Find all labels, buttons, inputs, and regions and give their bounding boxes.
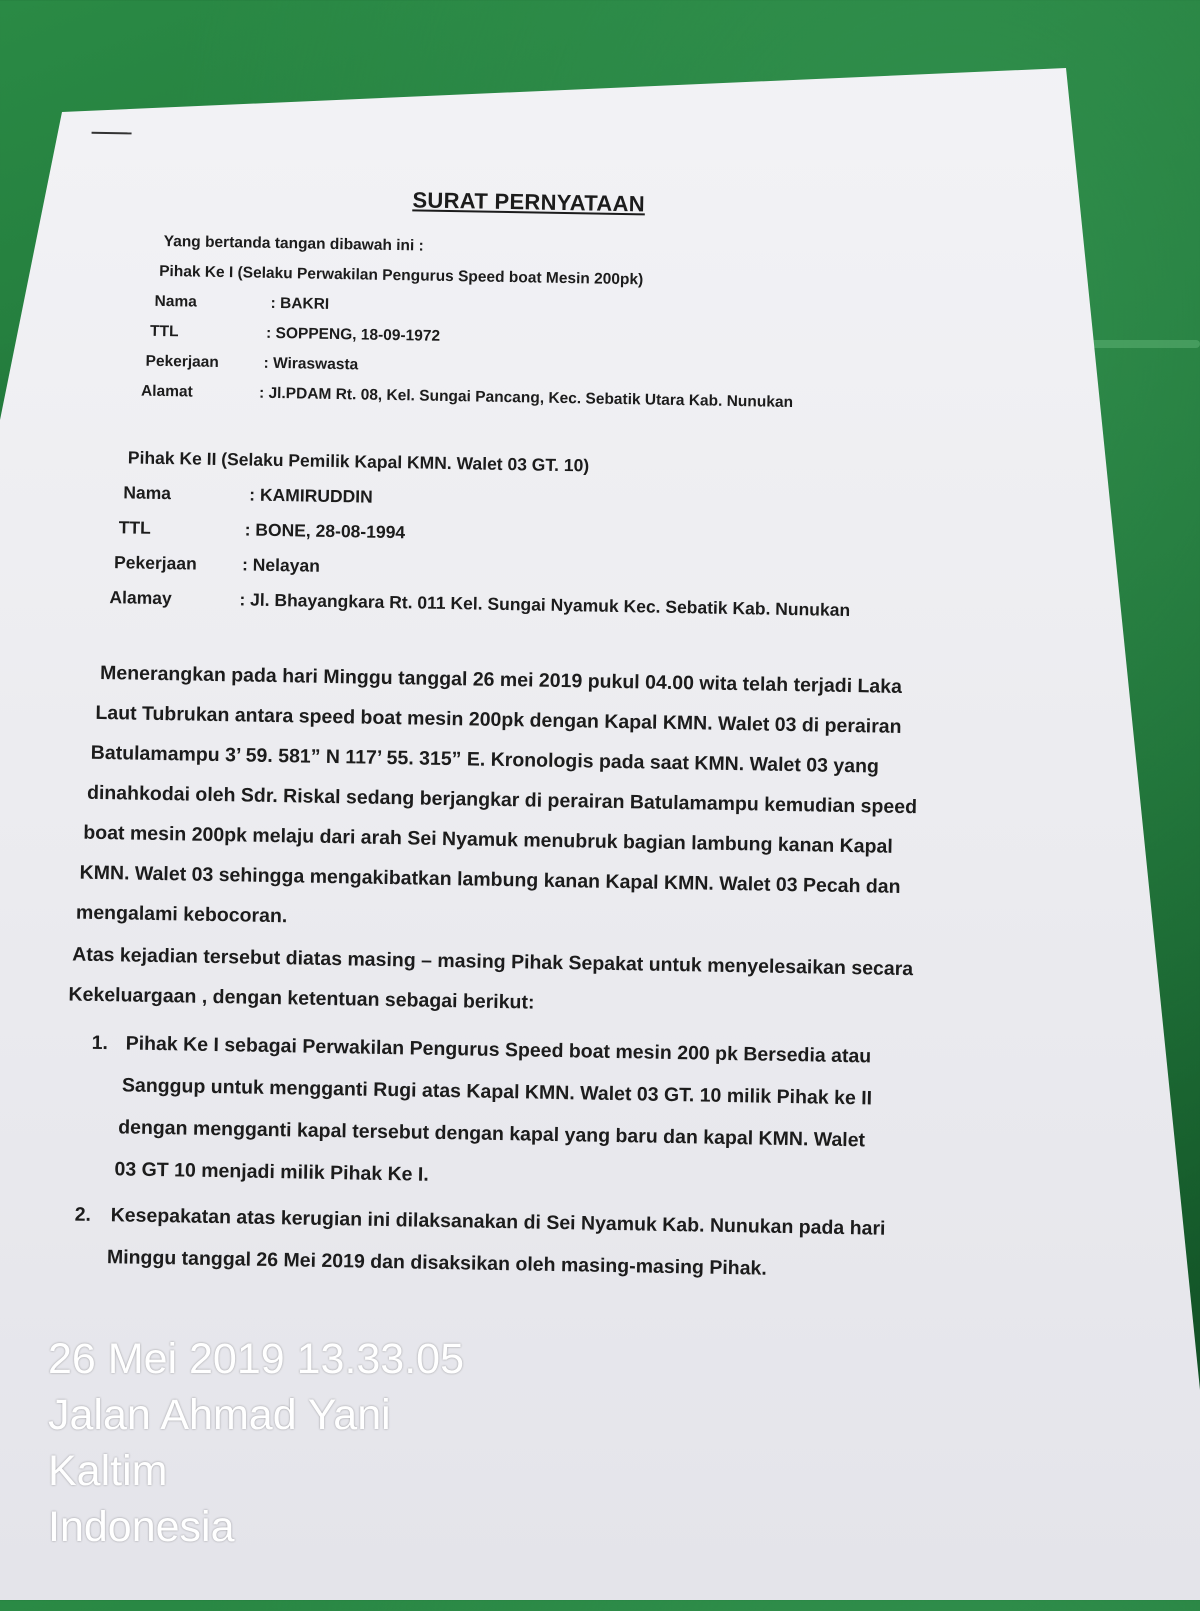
party1-heading: Pihak Ke I (Selaku Perwakilan Pengurus Speed boat Mesin 200pk) bbox=[159, 262, 644, 289]
list-number: 1. bbox=[91, 1031, 109, 1055]
list-item-line: Pihak Ke I sebagai Perwakilan Pengurus Speed boat mesin 200 pk Bersedia atau bbox=[125, 1032, 872, 1068]
intro-text: Yang bertanda tangan dibawah ini : bbox=[163, 232, 424, 255]
party1-value: : BAKRI bbox=[270, 294, 330, 313]
corner-dash bbox=[92, 132, 132, 135]
agreement-line: Atas kejadian tersebut diatas masing – masing Pihak Sepakat untuk menyelesaikan secara bbox=[72, 943, 914, 981]
list-item-line: 03 GT 10 menjadi milik Pihak Ke I. bbox=[114, 1158, 429, 1186]
party1-value: : Wiraswasta bbox=[263, 354, 359, 374]
paragraph-line: mengalami kebocoran. bbox=[75, 901, 288, 928]
party2-row bbox=[119, 517, 406, 543]
party1-row bbox=[145, 353, 358, 375]
photo-timestamp: 26 Mei 2019 13.33.05 bbox=[48, 1335, 464, 1383]
party2-label: Alamay bbox=[109, 587, 172, 609]
party2-heading: Pihak Ke II (Selaku Pemilik Kapal KMN. Walet 03 GT. 10) bbox=[127, 447, 590, 476]
document-title: SURAT PERNYATAAN bbox=[412, 187, 646, 217]
list-item-line: Sanggup untuk mengganti Rugi atas Kapal KMN. Walet 03 GT. 10 milik Pihak ke II bbox=[121, 1074, 873, 1110]
party1-row bbox=[154, 293, 329, 314]
list-item-line: Kesepakatan atas kerugian ini dilaksanakan di Sei Nyamuk Kab. Nunukan pada hari bbox=[110, 1204, 886, 1240]
party1-value: : Jl.PDAM Rt. 08, Kel. Sungai Pancang, Kec. Sebatik Utara Kab. Nunukan bbox=[258, 384, 794, 412]
party1-label: Nama bbox=[154, 292, 198, 311]
list-number: 2. bbox=[74, 1203, 92, 1226]
party2-value: : KAMIRUDDIN bbox=[249, 484, 373, 507]
photo-location-region: Kaltim bbox=[48, 1447, 168, 1495]
party1-row bbox=[141, 383, 793, 412]
party2-value: : BONE, 28-08-1994 bbox=[244, 519, 406, 543]
list-item-line: Minggu tanggal 26 Mei 2019 dan disaksikan oleh masing-masing Pihak. bbox=[106, 1246, 767, 1280]
paragraph-line: dinahkodai oleh Sdr. Riskal sedang berjangkar di perairan Batulamampu kemudian speed bbox=[86, 781, 918, 819]
list-item-line: dengan mengganti kapal tersebut dengan kapal yang baru dan kapal KMN. Walet bbox=[118, 1116, 866, 1152]
party1-row bbox=[150, 323, 440, 346]
party2-label: Nama bbox=[123, 482, 172, 504]
party2-label: Pekerjaan bbox=[113, 552, 197, 574]
paragraph-line: boat mesin 200pk melaju dari arah Sei Nyamuk menubruk bagian lambung kanan Kapal bbox=[83, 821, 893, 858]
party1-value: : SOPPENG, 18-09-1972 bbox=[265, 324, 441, 345]
party1-label: Pekerjaan bbox=[145, 352, 219, 371]
paragraph-line: Laut Tubrukan antara speed boat mesin 200pk dengan Kapal KMN. Walet 03 di perairan bbox=[95, 701, 902, 738]
photo-location-country: Indonesia bbox=[48, 1503, 235, 1551]
party1-label: Alamat bbox=[140, 382, 193, 401]
party2-row bbox=[109, 587, 850, 621]
photo-location-street: Jalan Ahmad Yani bbox=[48, 1391, 391, 1439]
agreement-line: Kekeluargaan , dengan ketentuan sebagai berikut: bbox=[68, 983, 535, 1014]
paragraph-line: Batulamampu 3’ 59. 581” N 117’ 55. 315” E. Kronologis pada saat KMN. Walet 03 yang bbox=[90, 741, 880, 778]
paragraph-line: Menerangkan pada hari Minggu tanggal 26 mei 2019 pukul 04.00 wita telah terjadi Laka bbox=[99, 661, 903, 698]
party2-label: TTL bbox=[118, 517, 151, 538]
party2-row bbox=[123, 482, 373, 507]
party2-row bbox=[114, 552, 320, 577]
party2-value: : Jl. Bhayangkara Rt. 011 Kel. Sungai Nyamuk Kec. Sebatik Kab. Nunukan bbox=[239, 589, 851, 621]
party1-label: TTL bbox=[149, 322, 179, 341]
party2-value: : Nelayan bbox=[241, 554, 321, 576]
paragraph-line: KMN. Walet 03 sehingga mengakibatkan lambung kanan Kapal KMN. Walet 03 Pecah dan bbox=[79, 861, 901, 898]
